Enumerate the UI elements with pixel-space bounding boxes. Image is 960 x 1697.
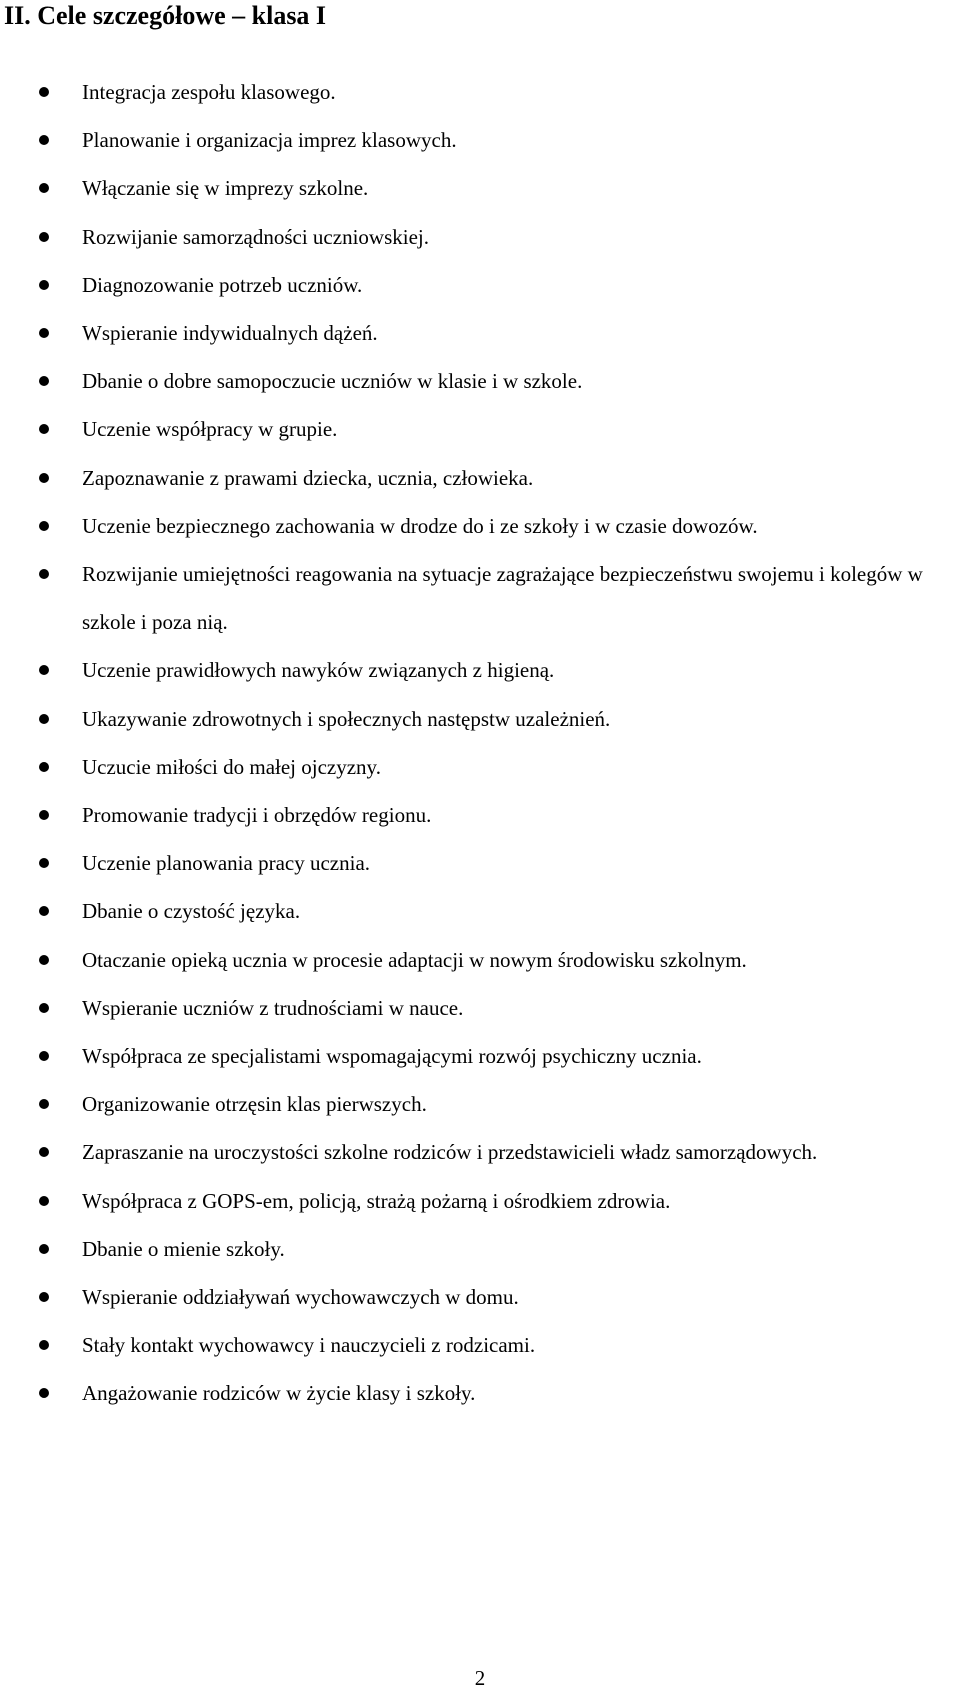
list-item-text: Organizowanie otrzęsin klas pierwszych. <box>82 1092 427 1117</box>
list-item-text: Otaczanie opieką ucznia w procesie adaptacji w nowym środowisku szkolnym. <box>82 947 747 972</box>
bullet-icon <box>39 762 49 772</box>
list-item <box>0 695 960 743</box>
bullet-icon <box>39 376 49 386</box>
bullet-icon <box>39 714 49 724</box>
list-item-text: Uczucie miłości do małej ojczyzny. <box>82 754 381 779</box>
list-item <box>0 1273 960 1321</box>
list-item <box>0 213 960 261</box>
list-item <box>0 309 960 357</box>
list-item-text: Ukazywanie zdrowotnych i społecznych następstw uzależnień. <box>82 706 611 731</box>
list-item <box>0 1080 960 1128</box>
list-item <box>0 357 960 405</box>
list-item <box>0 164 960 212</box>
bullet-icon <box>39 1244 49 1254</box>
list-item <box>0 1128 960 1176</box>
list-item <box>0 743 960 791</box>
list-item-text: Planowanie i organizacja imprez klasowych. <box>82 128 457 153</box>
list-item <box>0 1225 960 1273</box>
list-item <box>0 887 960 935</box>
list-item-text: Angażowanie rodziców w życie klasy i szkoły. <box>82 1381 476 1406</box>
bullet-icon <box>39 1003 49 1013</box>
bullet-icon <box>39 521 49 531</box>
bullet-icon <box>39 1051 49 1061</box>
list-item <box>0 116 960 164</box>
list-item-text: Uczenie prawidłowych nawyków związanych z higieną. <box>82 658 555 683</box>
bullet-icon <box>39 955 49 965</box>
list-item-text: Dbanie o mienie szkoły. <box>82 1236 285 1261</box>
list-item-text: Wspieranie indywidualnych dążeń. <box>82 321 378 346</box>
section-heading: II. Cele szczegółowe – klasa I <box>4 1 327 30</box>
list-item-text: Rozwijanie samorządności uczniowskiej. <box>82 224 429 249</box>
list-item <box>0 68 960 116</box>
list-item-text: Włączanie się w imprezy szkolne. <box>82 176 369 201</box>
list-item <box>0 791 960 839</box>
list-item <box>0 839 960 887</box>
list-item-text: Diagnozowanie potrzeb uczniów. <box>82 272 363 297</box>
bullet-icon <box>39 424 49 434</box>
list-item-text: Zapoznawanie z prawami dziecka, ucznia, człowieka. <box>82 465 534 490</box>
list-item <box>0 1321 960 1369</box>
list-item-text: Uczenie współpracy w grupie. <box>82 417 338 442</box>
list-item-text: Wspieranie uczniów z trudnościami w nauce. <box>82 995 464 1020</box>
list-item-text: Dbanie o dobre samopoczucie uczniów w klasie i w szkole. <box>82 369 583 394</box>
list-item-text: Stały kontakt wychowawcy i nauczycieli z rodzicami. <box>82 1333 536 1358</box>
bullet-icon <box>39 183 49 193</box>
list-item-text: Uczenie bezpiecznego zachowania w drodze do i ze szkoły i w czasie dowozów. <box>82 513 758 538</box>
bullet-icon <box>39 665 49 675</box>
list-item-text: Dbanie o czystość języka. <box>82 899 301 924</box>
page-number: 2 <box>474 1666 486 1690</box>
list-item <box>0 1369 960 1417</box>
bullet-icon <box>39 1340 49 1350</box>
list-item-text: Uczenie planowania pracy ucznia. <box>82 851 371 876</box>
bullet-icon <box>39 810 49 820</box>
list-item <box>0 502 960 550</box>
list-item <box>0 454 960 502</box>
bullet-icon <box>39 1292 49 1302</box>
list-item <box>0 1177 960 1225</box>
bullet-icon <box>39 328 49 338</box>
bullet-icon <box>39 473 49 483</box>
list-item <box>0 936 960 984</box>
bullet-icon <box>39 87 49 97</box>
list-item <box>0 261 960 309</box>
bullet-icon <box>39 1099 49 1109</box>
bullet-icon <box>39 1388 49 1398</box>
list-item-text: Promowanie tradycji i obrzędów regionu. <box>82 803 432 828</box>
bullet-icon <box>39 858 49 868</box>
list-item-text: Wspieranie oddziaływań wychowawczych w domu. <box>82 1285 519 1310</box>
list-item <box>0 1032 960 1080</box>
bullet-icon <box>39 1196 49 1206</box>
list-item-text: Integracja zespołu klasowego. <box>82 80 336 104</box>
list-item <box>0 405 960 453</box>
goals-list <box>0 68 960 1418</box>
bullet-icon <box>39 906 49 916</box>
bullet-icon <box>39 569 49 579</box>
list-item <box>0 646 960 694</box>
bullet-icon <box>39 1147 49 1157</box>
bullet-icon <box>39 135 49 145</box>
list-item-text: Rozwijanie umiejętności reagowania na sytuacje zagrażające bezpieczeństwu swojemu i kolegów w szkole i poza nią. <box>82 562 923 635</box>
list-item-text: Zapraszanie na uroczystości szkolne rodziców i przedstawicieli władz samorządowych. <box>82 1140 818 1165</box>
bullet-icon <box>39 232 49 242</box>
list-item <box>0 984 960 1032</box>
bullet-icon <box>39 280 49 290</box>
list-item-text: Współpraca z GOPS-em, policją, strażą pożarną i ośrodkiem zdrowia. <box>82 1188 671 1213</box>
list-item-text: Współpraca ze specjalistami wspomagającymi rozwój psychiczny ucznia. <box>82 1044 702 1069</box>
list-item <box>0 550 960 646</box>
